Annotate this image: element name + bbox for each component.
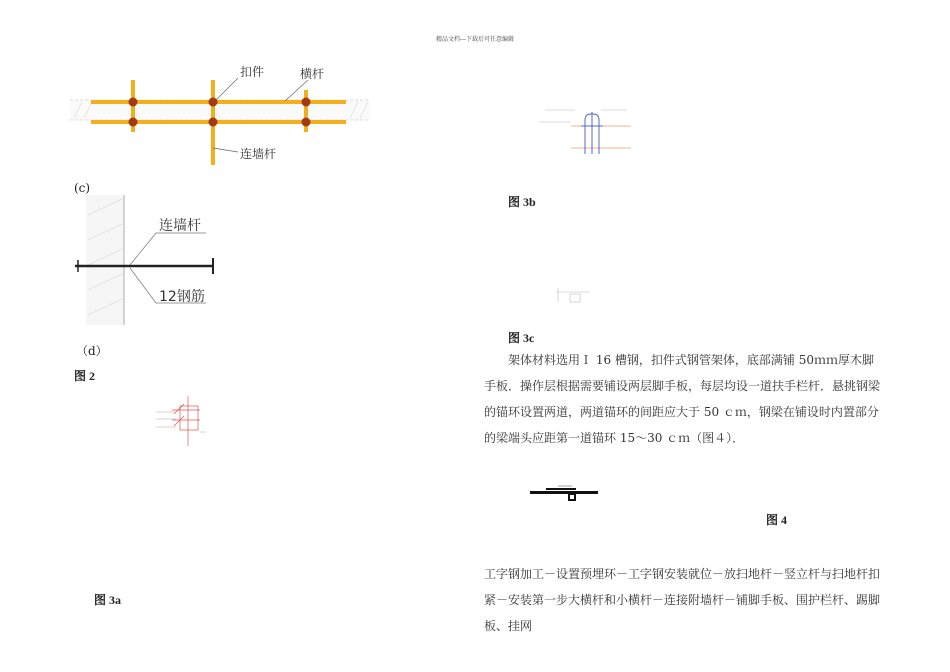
caption-fig2: 图 2	[74, 369, 96, 383]
body-paragraph-2	[484, 561, 884, 639]
figure-c-label: (c)	[74, 181, 91, 195]
figure-d-diagram	[70, 195, 250, 330]
label-heng-gan: 横杆	[300, 67, 325, 81]
caption-fig3b: 图 3b	[508, 195, 536, 209]
body-paragraph-1	[484, 347, 884, 451]
label-kou-jian: 扣件	[240, 65, 265, 79]
page-header: 精品文档---下载后可任意编辑	[435, 36, 515, 43]
figure-d-label: （d）	[76, 344, 108, 358]
figure-c-diagram	[60, 60, 380, 170]
figure-3c-diagram	[554, 284, 594, 306]
caption-fig3a: 图 3a	[94, 593, 122, 607]
figure-3a-diagram	[150, 392, 220, 448]
caption-fig3c: 图 3c	[508, 331, 535, 345]
label-lian-qiang-gan: 连墙杆	[159, 218, 201, 234]
figure-4-diagram	[528, 484, 602, 504]
paragraph-text: 架体材料选用Ｉ 16 槽钢，扣件式钢管架体，底部满铺 50ｍｍ厚木脚手板．操作层根据需要铺设两层脚手板，每层均设一道扶手栏杆．悬挑钢梁的锚环设置两道，两道锚环的间距应大于 50 ｃｍ，钢梁在铺设时内置部分的梁端头应距第一道锚环 15～30 ｃｍ（图４）．	[484, 353, 881, 445]
paragraph-text: 工字钢加工－设置预埋环－工字钢安装就位－放扫地杆－竖立杆与扫地杆扣紧－安装第一步大横杆和小横杆－连接附墙杆－铺脚手板、围护栏杆、踢脚板、挂网	[484, 567, 881, 633]
label-gang-jin: 12钢筋	[159, 289, 205, 305]
wall-section	[86, 195, 124, 325]
figure-3b-diagram	[535, 108, 635, 156]
caption-fig4: 图 4	[766, 513, 788, 527]
label-lian-qiang-gan: 连墙杆	[240, 147, 277, 161]
